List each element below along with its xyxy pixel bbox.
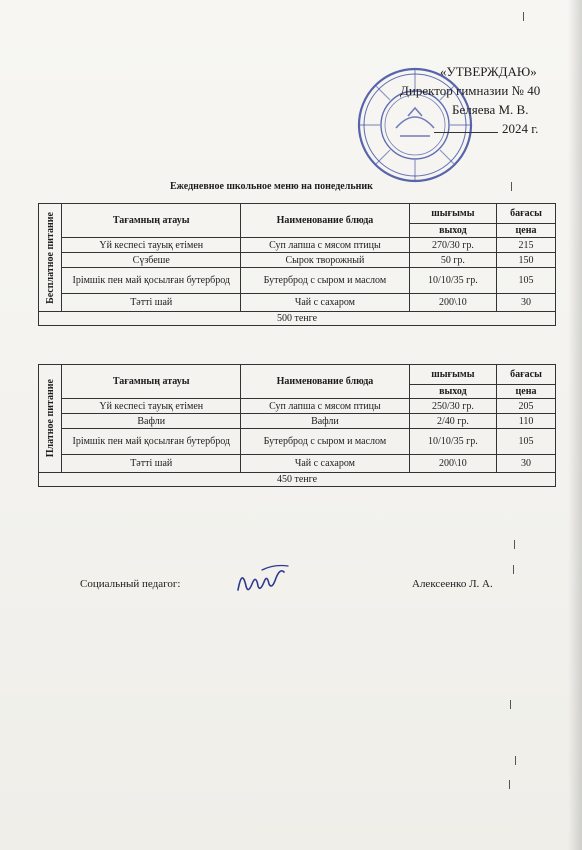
table-row [39,268,556,294]
dish-price: 30 [497,294,556,312]
dish-price: 150 [497,253,556,268]
footer-role: Социальный педагог: [80,578,181,590]
dish-kz: Тәтті шай [62,455,241,473]
table-row [39,399,556,414]
dish-price: 205 [497,399,556,414]
free-menu-table [38,203,556,326]
dish-kz: Вафли [62,414,241,429]
margin-mark [511,182,512,191]
paid-menu-side-label: Платное питание [39,365,62,473]
column-ru-name: Наименование блюда [241,204,410,238]
table-row [39,294,556,312]
approval-title: «УТВЕРЖДАЮ» [440,64,537,79]
dish-ru: Суп лапша с мясом птицы [241,399,410,414]
column-price-ru: цена [497,385,556,399]
table-row [39,429,556,455]
dish-price: 30 [497,455,556,473]
column-price-ru: цена [497,224,556,238]
column-kz-name: Тағамның атауы [62,365,241,399]
margin-mark [513,565,514,574]
document-title: Ежедневное школьное меню на понедельник [170,181,373,192]
margin-mark [510,700,511,709]
table-header-row [39,204,556,224]
dish-price: 105 [497,429,556,455]
free-menu-side-label: Бесплатное питание [39,204,62,312]
column-output-kz: шығымы [409,204,496,224]
dish-output: 2/40 гр. [409,414,496,429]
dish-kz: Үй кеспесі тауық етімен [62,399,241,414]
table-row [39,455,556,473]
margin-mark [523,12,524,21]
dish-price: 105 [497,268,556,294]
column-ru-name: Наименование блюда [241,365,410,399]
dish-kz: Үй кеспесі тауық етімен [62,238,241,253]
dish-kz: Сүзбеше [62,253,241,268]
column-output-ru: выход [409,385,496,399]
dish-kz: Ірімшік пен май қосылған бутерброд [62,268,241,294]
dish-output: 250/30 гр. [409,399,496,414]
approval-director-name: Беляева М. В. [452,102,529,117]
column-output-kz: шығымы [409,365,496,385]
approval-director: Директор гимназии № 40 [400,83,541,98]
dish-output: 200\10 [409,294,496,312]
dish-kz: Тәтті шай [62,294,241,312]
dish-output: 270/30 гр. [409,238,496,253]
dish-ru: Суп лапша с мясом птицы [241,238,410,253]
margin-mark [515,756,516,765]
date-blank-line [434,132,498,133]
margin-mark [509,780,510,789]
dish-output: 10/10/35 гр. [409,268,496,294]
table-row [39,238,556,253]
column-kz-name: Тағамның атауы [62,204,241,238]
dish-price: 110 [497,414,556,429]
approval-date [434,119,538,138]
paid-menu-table [38,364,556,487]
table-row [39,253,556,268]
dish-output: 50 гр. [409,253,496,268]
dish-ru: Вафли [241,414,410,429]
footer-name: Алексеенко Л. А. [412,578,493,590]
dish-ru: Чай с сахаром [241,455,410,473]
paid-menu-total: 450 тенге [39,473,556,487]
free-menu-total: 500 тенге [39,312,556,326]
dish-kz: Ірімшік пен май қосылған бутерброд [62,429,241,455]
column-price-kz: бағасы [497,365,556,385]
margin-mark [514,540,515,549]
table-total-row [39,473,556,487]
dish-output: 10/10/35 гр. [409,429,496,455]
table-row [39,414,556,429]
dish-ru: Бутерброд с сыром и маслом [241,268,410,294]
table-header-row [39,365,556,385]
column-output-ru: выход [409,224,496,238]
dish-ru: Чай с сахаром [241,294,410,312]
dish-output: 200\10 [409,455,496,473]
dish-ru: Бутерброд с сыром и маслом [241,429,410,455]
signature [232,560,292,600]
approval-year: 2024 г. [502,121,539,136]
table-total-row [39,312,556,326]
column-price-kz: бағасы [497,204,556,224]
dish-price: 215 [497,238,556,253]
dish-ru: Сырок творожный [241,253,410,268]
paper-edge-shadow [568,0,582,850]
